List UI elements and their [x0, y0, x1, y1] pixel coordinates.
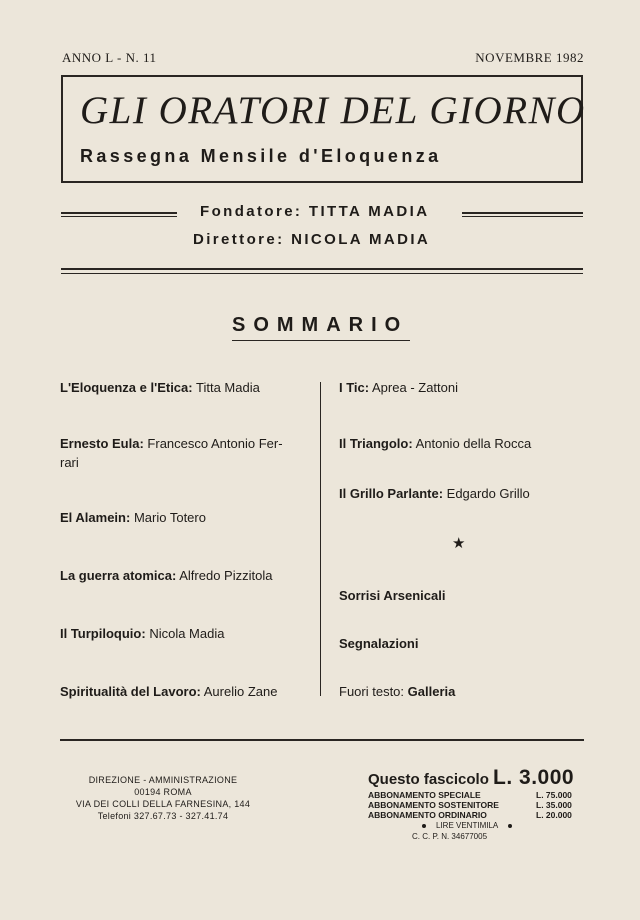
foreign-price: LIRE VENTIMILA	[436, 821, 499, 830]
subscription-price: L. 75.000	[536, 790, 572, 800]
subscription-row	[368, 800, 598, 810]
founder-label: Fondatore:	[200, 203, 303, 220]
subscription-row	[368, 790, 598, 800]
footer-rule	[60, 739, 584, 741]
issue-date: NOVEMBRE 1982	[475, 50, 584, 65]
postal-account: C. C. P. N. 34677005	[412, 832, 488, 841]
toc-topic: I Tic:	[339, 380, 370, 395]
toc-author: Alfredo Pizzitola	[179, 568, 273, 583]
admin-line: Telefoni 327.67.73 - 327.41.74	[97, 811, 229, 821]
toc-extra-segnalazioni	[339, 634, 418, 653]
price-label: Questo fascicolo	[368, 771, 489, 788]
toc-author: Aprea - Zattoni	[372, 380, 459, 395]
magazine-title: GLI ORATORI DEL GIORNO	[80, 89, 586, 132]
toc-author: Francesco Antonio Fer-	[147, 436, 283, 451]
foreign-price-line	[368, 820, 598, 842]
magazine-subtitle: Rassegna Mensile d'Eloquenza	[80, 146, 442, 166]
bullet-icon	[508, 824, 512, 828]
toc-item	[60, 434, 310, 472]
toc-item	[339, 378, 458, 397]
summary-title: SOMMARIO	[232, 314, 409, 336]
subscription-price: L. 20.000	[536, 810, 572, 820]
toc-topic: Spiritualità del Lavoro:	[60, 684, 201, 699]
director-label: Direttore:	[193, 231, 285, 248]
admin-line: DIREZIONE - AMMINISTRAZIONE	[88, 775, 238, 785]
toc-topic: Il Grillo Parlante:	[339, 486, 444, 501]
toc-topic: El Alamein:	[60, 510, 131, 525]
toc-item	[60, 682, 277, 701]
toc-topic: Il Triangolo:	[339, 436, 413, 451]
staff-rule-right-2	[462, 216, 583, 217]
toc-item	[339, 434, 531, 453]
toc-author: Nicola Madia	[149, 626, 225, 641]
toc-author: Mario Totero	[133, 510, 206, 525]
staff-rule-right-1	[462, 212, 583, 214]
subscription-label: ABBONAMENTO SOSTENITORE	[368, 800, 499, 810]
toc-item	[60, 508, 206, 527]
bullet-icon	[422, 824, 426, 828]
fuori-testo-value: Galleria	[407, 684, 456, 699]
toc-author: Edgardo Grillo	[446, 486, 530, 501]
toc-topic: L'Eloquenza e l'Etica:	[60, 380, 193, 395]
subscription-row	[368, 810, 598, 820]
founder-line	[200, 203, 429, 220]
toc-item	[60, 378, 260, 397]
toc-topic: Sorrisi Arsenicali	[339, 588, 446, 603]
toc-author: Titta Madia	[196, 380, 260, 395]
toc-extra-sorrisi	[339, 586, 445, 605]
column-divider	[320, 382, 321, 696]
staff-rule-bottom-1	[61, 268, 583, 270]
toc-topic: Il Turpiloquio:	[60, 626, 146, 641]
toc-topic: Ernesto Eula:	[60, 436, 144, 451]
subscription-label: ABBONAMENTO SPECIALE	[368, 790, 481, 800]
toc-item	[339, 484, 530, 503]
star-icon: ★	[452, 535, 466, 552]
administration-address	[58, 774, 268, 822]
subscription-label: ABBONAMENTO ORDINARIO	[368, 810, 487, 820]
toc-item	[60, 566, 272, 585]
toc-extra-fuori-testo	[339, 682, 455, 701]
toc-author-continued: rari	[60, 455, 79, 470]
director-name: NICOLA MADIA	[291, 231, 431, 248]
toc-topic: Segnalazioni	[339, 636, 419, 651]
founder-name: TITTA MADIA	[308, 203, 430, 220]
staff-rule-left-2	[61, 216, 177, 217]
toc-item	[60, 624, 224, 643]
staff-rule-bottom-2	[61, 273, 583, 274]
subscription-price: L. 35.000	[536, 800, 572, 810]
toc-author: Aurelio Zane	[203, 684, 278, 699]
admin-line: VIA DEI COLLI DELLA FARNESINA, 144	[75, 799, 251, 809]
toc-author: Antonio della Rocca	[415, 436, 532, 451]
issue-price	[368, 766, 598, 790]
price-value: L. 3.000	[493, 766, 575, 789]
admin-line: 00194 ROMA	[134, 787, 192, 797]
price-block	[368, 766, 598, 842]
staff-rule-left-1	[61, 212, 177, 214]
fuori-testo-label: Fuori testo:	[339, 684, 405, 699]
summary-underline	[232, 340, 410, 341]
issue-number: ANNO L - N. 11	[62, 50, 157, 65]
toc-topic: La guerra atomica:	[60, 568, 177, 583]
director-line	[193, 231, 430, 248]
